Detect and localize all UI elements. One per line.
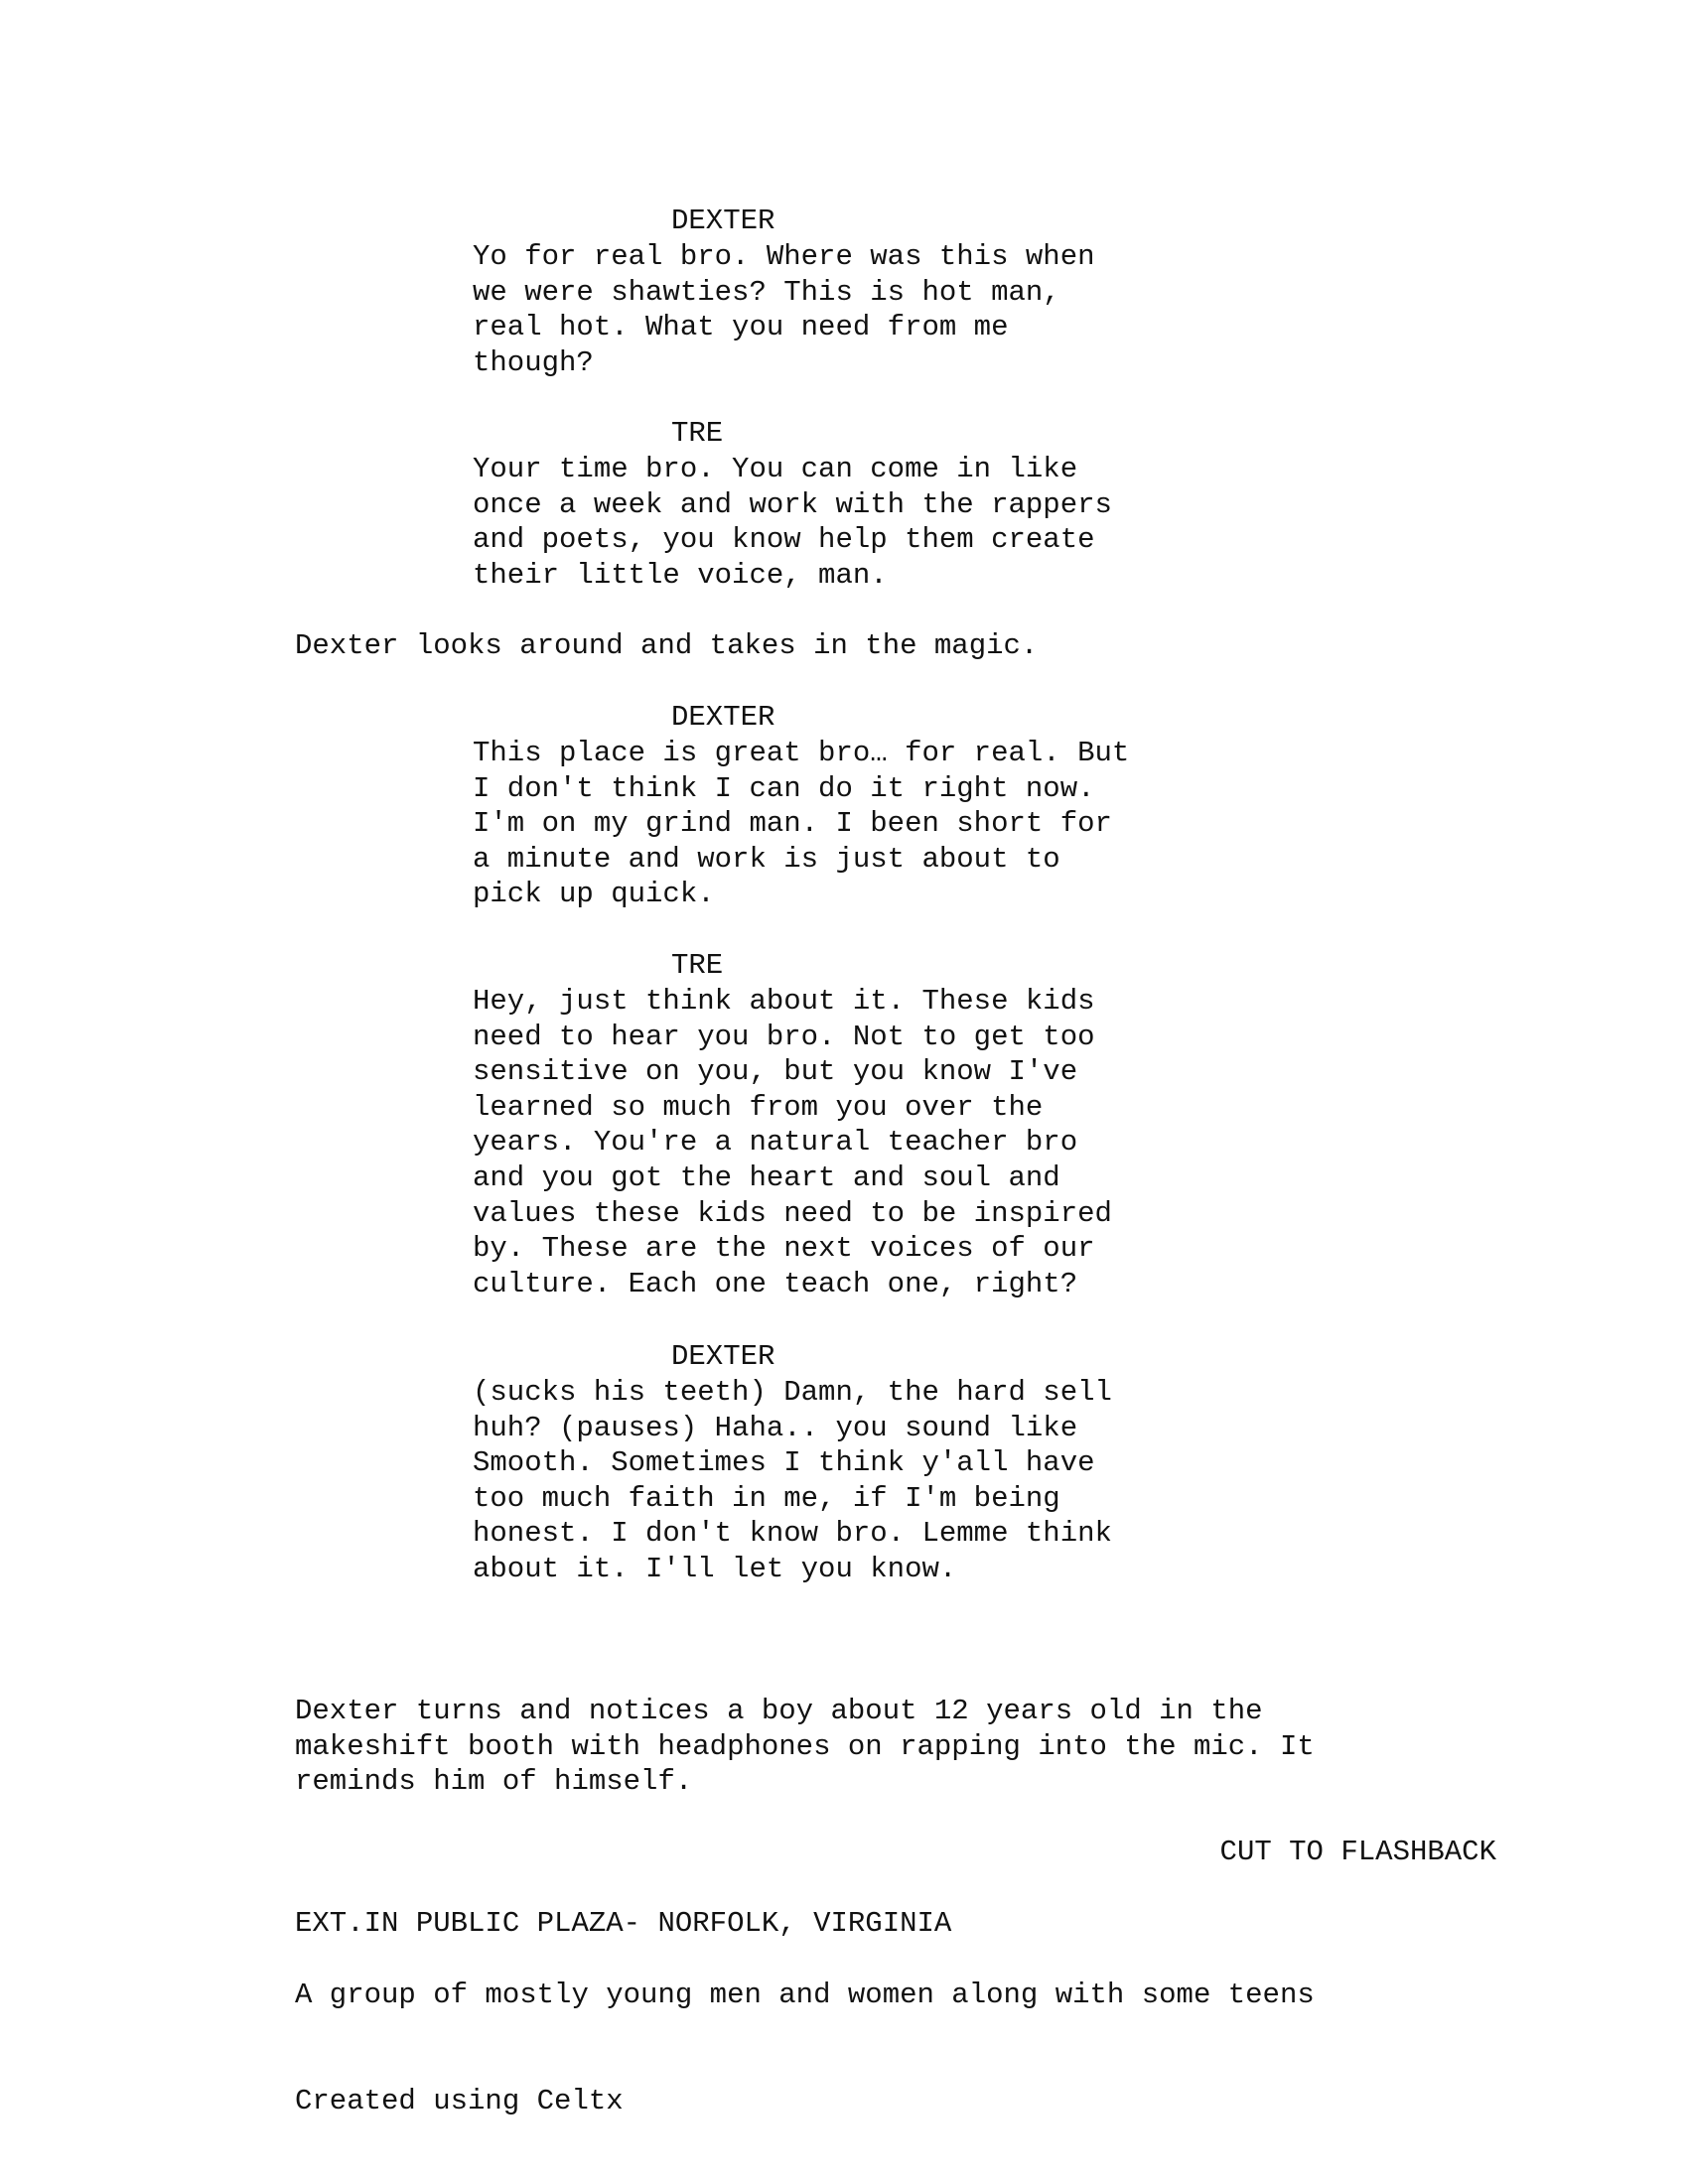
- character-name-dexter: DEXTER: [671, 205, 775, 237]
- action-line: A group of mostly young men and women along with some teens: [295, 1979, 1315, 2011]
- action-line: Dexter turns and notices a boy about 12 years old in the makeshift booth with headphones on rapping into the mic. It reminds him of himself.: [295, 1695, 1315, 1799]
- character-name-dexter: DEXTER: [671, 701, 775, 734]
- dialogue-dexter: Yo for real bro. Where was this when we were shawties? This is hot man, real hot. What you need from me though?: [473, 240, 1095, 379]
- action-line: Dexter looks around and takes in the magic.: [295, 629, 1039, 662]
- transition: CUT TO FLASHBACK: [1219, 1836, 1496, 1868]
- dialogue-tre: Your time bro. You can come in like once a week and work with the rappers and poets, you know help them create their little voice, man.: [473, 453, 1112, 592]
- dialogue-dexter: This place is great bro… for real. But I don't think I can do it right now. I'm on my grind man. I been short for a minute and work is just about to pick up quick.: [473, 737, 1130, 911]
- dialogue-tre: Hey, just think about it. These kids need to hear you bro. Not to get too sensitive on you, but you know I've learned so much from you over the years. You're a natural teacher bro and you got the heart and soul and values these kids need to be inspired by. These are the next voices of our culture. Each one teach one, right?: [473, 985, 1112, 1300]
- character-name-tre: TRE: [671, 949, 724, 982]
- page-footer: Created using Celtx: [295, 2085, 624, 2117]
- scene-heading: EXT.IN PUBLIC PLAZA- NORFOLK, VIRGINIA: [295, 1907, 952, 1940]
- character-name-tre: TRE: [671, 417, 724, 450]
- character-name-dexter: DEXTER: [671, 1340, 775, 1373]
- dialogue-dexter: (sucks his teeth) Damn, the hard sell huh? (pauses) Haha.. you sound like Smooth. Sometimes I think y'all have too much faith in me, if I'm being honest. I don't know bro. Lemme think about it. I'll let you know.: [473, 1376, 1112, 1585]
